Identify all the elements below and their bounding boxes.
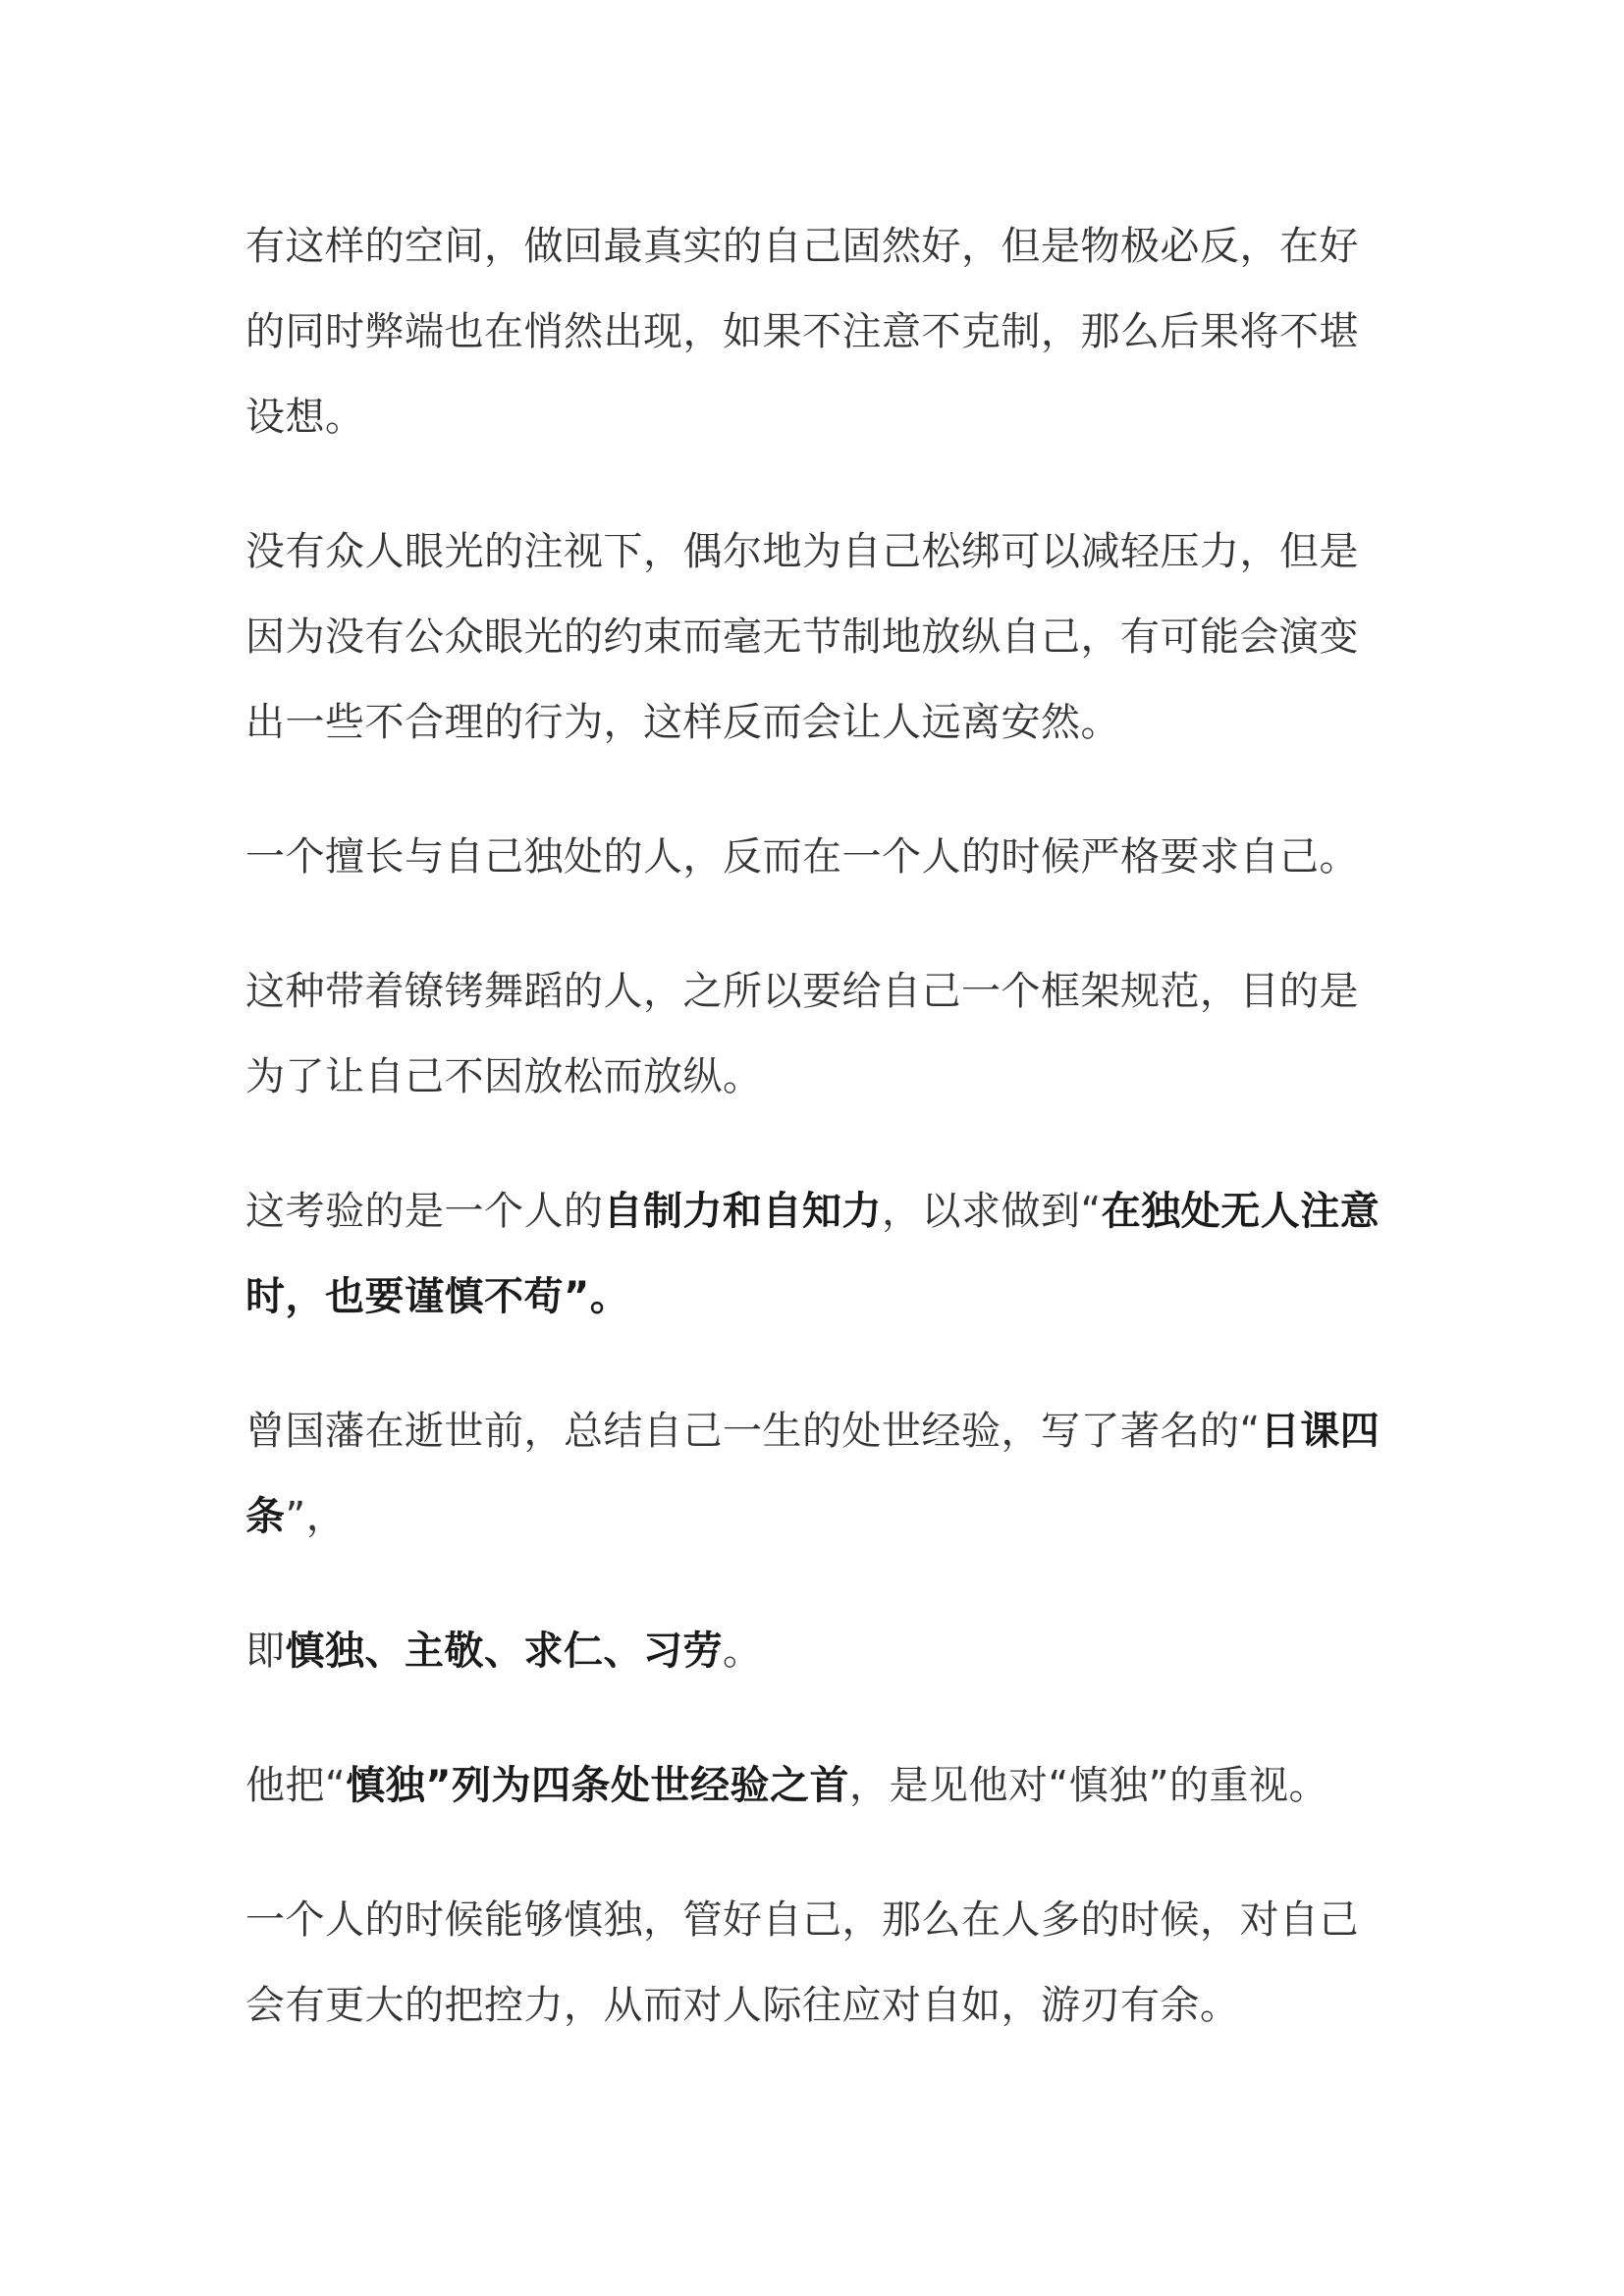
paragraph: [245, 1609, 1388, 1694]
text-run: 他把“: [245, 1763, 347, 1808]
bold-text: 日课四: [1260, 1409, 1380, 1454]
text-run: 有这样的空间，做回最真实的自己固然好，但是物极必反，在好: [245, 224, 1359, 269]
paragraph: [245, 815, 1388, 900]
paragraph: [245, 1389, 1388, 1560]
text-line: [245, 1878, 1388, 1963]
text-run: 的同时弊端也在悄然出现，如果不注意不克制，那么后果将不堪: [245, 309, 1359, 354]
text-line: [245, 290, 1388, 375]
text-line: [245, 1255, 1388, 1340]
text-run: 。: [723, 1629, 763, 1674]
bold-text: 自制力和自知力: [603, 1189, 882, 1234]
text-line: [245, 375, 1388, 460]
text-line: [245, 509, 1388, 595]
text-run: 曾国藩在逝世前，总结自己一生的处世经验，写了著名的“: [245, 1409, 1261, 1454]
text-run: ，是见他对“慎独”的重视。: [849, 1763, 1328, 1808]
text-line: [245, 680, 1388, 766]
paragraph: [245, 1743, 1388, 1829]
text-line: [245, 595, 1388, 680]
text-run: ”，: [285, 1494, 347, 1539]
text-line: [245, 949, 1388, 1035]
text-line: [245, 1389, 1388, 1474]
bold-text: 慎独”列为四条处世经验之首: [346, 1763, 850, 1808]
paragraph: [245, 1878, 1388, 2049]
text-line: [245, 1609, 1388, 1694]
text-run: 为了让自己不因放松而放纵。: [245, 1054, 763, 1099]
text-line: [245, 1743, 1388, 1829]
text-run: 没有众人眼光的注视下，偶尔地为自己松绑可以减轻压力，但是: [245, 529, 1359, 574]
text-line: [245, 1963, 1388, 2049]
text-run: 出一些不合理的行为，这样反而会让人远离安然。: [245, 700, 1120, 745]
text-run: 会有更大的把控力，从而对人际往应对自如，游刃有余。: [245, 1983, 1240, 2028]
document-page: [245, 204, 1388, 2049]
text-line: [245, 1474, 1388, 1560]
paragraph: [245, 949, 1388, 1120]
text-line: [245, 1035, 1388, 1120]
text-line: [245, 815, 1388, 900]
text-run: 因为没有公众眼光的约束而毫无节制地放纵自己，有可能会演变: [245, 614, 1359, 660]
text-line: [245, 204, 1388, 290]
bold-text: 慎独、主敬、求仁、习劳: [285, 1629, 723, 1674]
text-run: 这考验的是一个人的: [245, 1189, 604, 1234]
text-run: 一个擅长与自己独处的人，反而在一个人的时候严格要求自己。: [245, 834, 1359, 880]
paragraph: [245, 1169, 1388, 1340]
bold-text: 条: [245, 1494, 286, 1539]
bold-text: 在独处无人注意: [1101, 1189, 1380, 1234]
text-run: 即: [245, 1629, 286, 1674]
paragraph: [245, 204, 1388, 460]
text-run: 这种带着镣铐舞蹈的人，之所以要给自己一个框架规范，目的是: [245, 969, 1359, 1014]
paragraph: [245, 509, 1388, 766]
text-line: [245, 1169, 1388, 1255]
text-run: 设想。: [245, 395, 365, 440]
text-run: 一个人的时候能够慎独，管好自己，那么在人多的时候，对自己: [245, 1897, 1359, 1943]
text-run: ，以求做到“: [882, 1189, 1102, 1234]
bold-text: 时，也要谨慎不苟”。: [245, 1274, 630, 1319]
